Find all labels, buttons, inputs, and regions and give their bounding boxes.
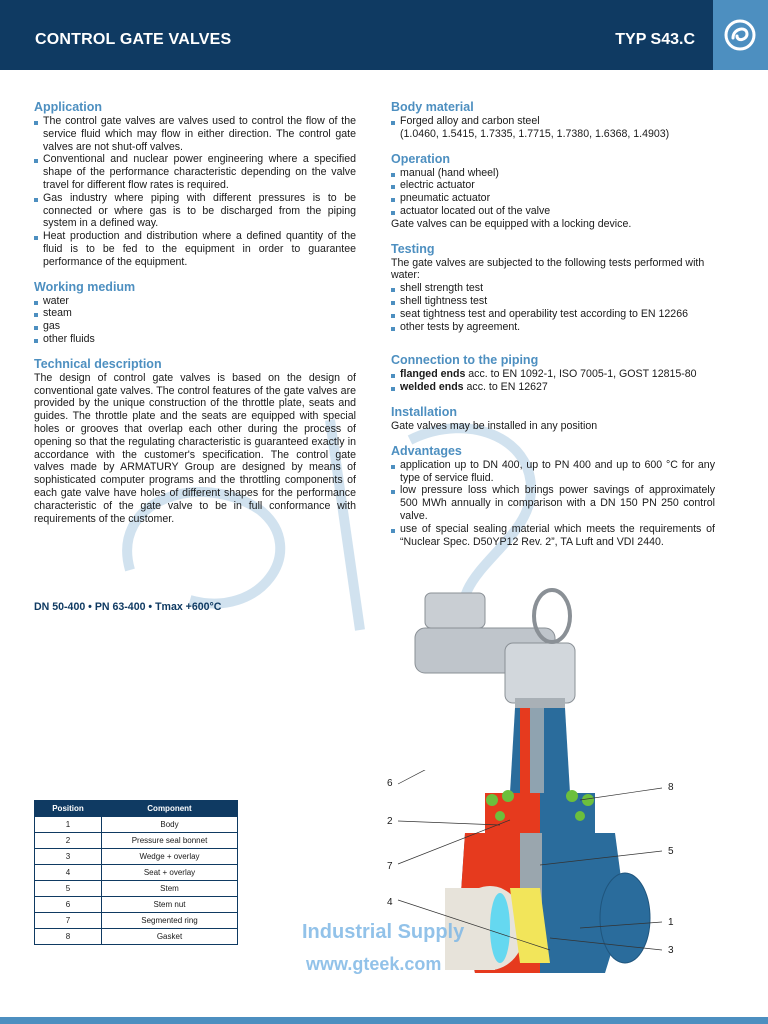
watermark-line-1: Industrial Supply xyxy=(302,921,465,943)
operation-note: Gate valves can be equipped with a locking device. xyxy=(391,217,632,230)
working-medium-list xyxy=(34,295,356,346)
list-item xyxy=(391,115,715,141)
callout-2: 2 xyxy=(387,816,393,827)
testing-heading: Testing xyxy=(391,241,435,256)
left-column xyxy=(34,100,356,536)
component-column-header: Component xyxy=(102,801,238,817)
component-cell: Seat + overlay xyxy=(102,865,238,881)
application-section xyxy=(34,100,356,269)
header-bar xyxy=(0,0,713,70)
working-medium-section xyxy=(34,280,356,346)
list-item: Gas industry where piping with different pressures is to be connected or where gas is to be discharged from the piping system in a defined way. xyxy=(34,192,356,230)
component-cell: Gasket xyxy=(102,929,238,945)
technical-description-text: The design of control gate valves is based on the design of conventional gate valves. The control features of the gate valves are provided by the unique construction of the throttle plate, seats and guides. The throttle plate and the seats are equipped with special holes or grooves that overlap each other during the process of opening so that the regulating characteristic is guaranteed exactly in accordance with the customer's specification. The control gate valves made by ARMATURY Group are designed by means of sophisticated computer programs and the throttling components of each gate valve have holes of different shapes for the performance characteristic of the gate valve to be in full conformance with requirements of the customer. xyxy=(34,371,356,525)
list-item: other tests by agreement. xyxy=(391,321,715,334)
component-cell: Body xyxy=(102,817,238,833)
testing-list xyxy=(391,282,715,333)
working-medium-heading: Working medium xyxy=(34,279,136,294)
callout-6: 6 xyxy=(387,778,393,789)
table-row xyxy=(35,817,238,833)
list-item: manual (hand wheel) xyxy=(391,167,715,180)
list-item: low pressure loss which brings power savings of approximately 500 MWh annually in comparison with a DN 150 PN 250 control valve. xyxy=(391,484,715,522)
connection-list xyxy=(391,368,715,394)
list-item: Conventional and nuclear power engineering where a specified shape of the performance characteristic depending on the valve travel for different flow rates is required. xyxy=(34,153,356,191)
table-row xyxy=(35,929,238,945)
welded-ends-label: welded ends xyxy=(400,381,464,394)
operation-heading: Operation xyxy=(391,151,451,166)
callout-7: 7 xyxy=(387,861,393,872)
operation-list xyxy=(391,167,715,218)
testing-intro: The gate valves are subjected to the following tests performed with water: xyxy=(391,256,705,282)
flanged-ends-text: acc. to EN 1092-1, ISO 7005-1, GOST 12815-80 xyxy=(465,368,697,381)
position-cell: 3 xyxy=(35,849,102,865)
body-material-line-2: (1.0460, 1.5415, 1.7335, 1.7715, 1.7380, 1.6368, 1.4903) xyxy=(400,127,670,140)
connection-section xyxy=(391,353,715,394)
position-cell: 8 xyxy=(35,929,102,945)
connection-heading: Connection to the piping xyxy=(391,353,539,368)
footer-bar xyxy=(0,1017,768,1024)
component-cell: Stem nut xyxy=(102,897,238,913)
right-column xyxy=(391,100,715,559)
list-item: Heat production and distribution where a defined quantity of the fluid is to be fed to the equipment in order to guarantee performance of the equipment. xyxy=(34,230,356,268)
component-cell: Stem xyxy=(102,881,238,897)
table-header-row xyxy=(35,801,238,817)
installation-text: Gate valves may be installed in any position xyxy=(391,419,598,432)
list-item: pneumatic actuator xyxy=(391,192,715,205)
position-cell: 7 xyxy=(35,913,102,929)
list-item: use of special sealing material which meets the requirements of “Nuclear Spec. D50YP12 Rev. 2”, TA Luft and VDI 2440. xyxy=(391,523,715,549)
table-row xyxy=(35,897,238,913)
callout-1: 1 xyxy=(668,917,674,928)
list-item: steam xyxy=(34,307,356,320)
electric-actuator xyxy=(415,590,575,708)
table-row xyxy=(35,849,238,865)
body-material-line-1: Forged alloy and carbon steel xyxy=(400,115,540,127)
list-item: other fluids xyxy=(34,333,356,346)
watermark-line-2: www.gteek.com xyxy=(306,954,442,974)
type-code: TYP S43.C xyxy=(615,31,695,48)
position-column-header: Position xyxy=(35,801,102,817)
callout-3: 3 xyxy=(668,945,674,956)
table-row xyxy=(35,913,238,929)
list-item: application up to DN 400, up to PN 400 and up to 600 °C for any type of service fluid. xyxy=(391,459,715,485)
components-table xyxy=(34,800,238,945)
table-row xyxy=(35,833,238,849)
dn-pn-line: DN 50-400 • PN 63-400 • Tmax +600°C xyxy=(34,601,222,613)
list-item: actuator located out of the valve xyxy=(391,205,715,218)
technical-description-section xyxy=(34,357,356,526)
application-heading: Application xyxy=(34,100,103,114)
page-title: CONTROL GATE VALVES xyxy=(35,31,232,48)
installation-heading: Installation xyxy=(391,404,457,419)
callout-4: 4 xyxy=(387,897,393,908)
table-row xyxy=(35,865,238,881)
welded-ends-text: acc. to EN 12627 xyxy=(463,381,548,394)
application-list xyxy=(34,115,356,269)
advantages-list xyxy=(391,459,715,549)
body-material-heading: Body material xyxy=(391,100,474,114)
logo-box xyxy=(713,0,768,70)
callout-8: 8 xyxy=(668,782,674,793)
list-item: seat tightness test and operability test according to EN 12266 xyxy=(391,308,715,321)
component-cell: Segmented ring xyxy=(102,913,238,929)
list-item: electric actuator xyxy=(391,179,715,192)
flanged-ends-label: flanged ends xyxy=(400,368,466,381)
position-cell: 5 xyxy=(35,881,102,897)
technical-description-heading: Technical description xyxy=(34,356,162,371)
gs-logo-icon xyxy=(723,18,757,52)
operation-section xyxy=(391,152,715,231)
body-material-section xyxy=(391,100,715,141)
position-cell: 6 xyxy=(35,897,102,913)
callout-5: 5 xyxy=(668,846,674,857)
position-cell: 2 xyxy=(35,833,102,849)
advantages-heading: Advantages xyxy=(391,443,462,458)
list-item: The control gate valves are valves used to control the flow of the service fluid which may flow in either direction. The control gate valves are not shut-off valves. xyxy=(34,115,356,153)
advantages-section xyxy=(391,444,715,549)
list-item: water xyxy=(34,295,356,308)
body-material-list xyxy=(391,115,715,141)
component-cell: Wedge + overlay xyxy=(102,849,238,865)
list-item xyxy=(391,368,715,381)
position-cell: 1 xyxy=(35,817,102,833)
installation-section xyxy=(391,405,715,433)
list-item: gas xyxy=(34,320,356,333)
table-row xyxy=(35,881,238,897)
list-item xyxy=(391,381,715,394)
position-cell: 4 xyxy=(35,865,102,881)
list-item: shell tightness test xyxy=(391,295,715,308)
testing-section xyxy=(391,242,715,334)
list-item: shell strength test xyxy=(391,282,715,295)
component-cell: Pressure seal bonnet xyxy=(102,833,238,849)
